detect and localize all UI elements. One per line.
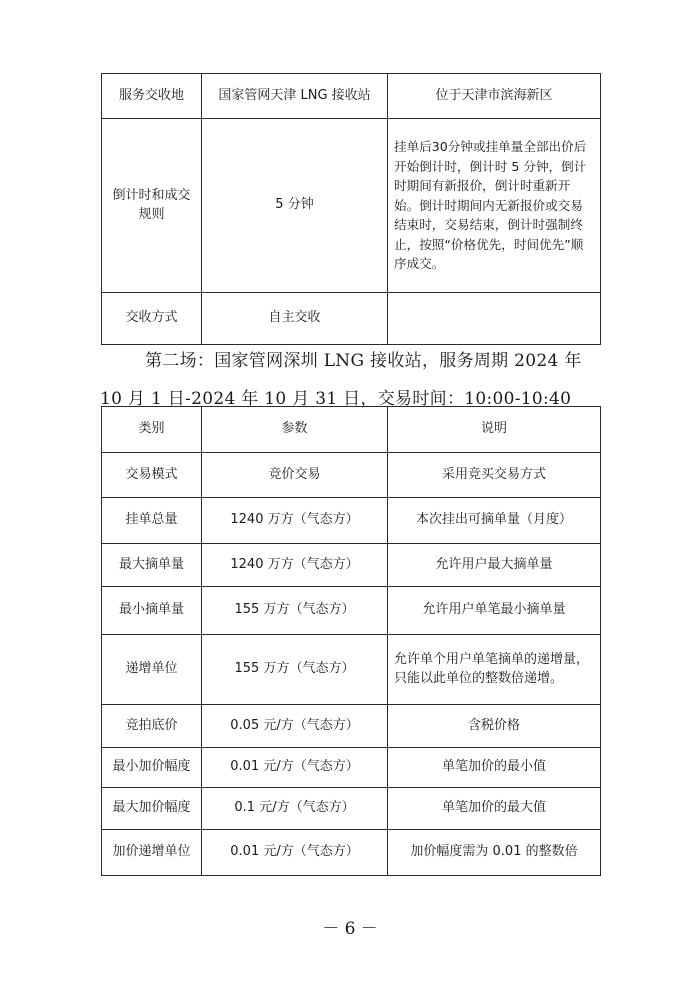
table-cell: 1240 万方（气态方） <box>202 544 388 587</box>
table-cell: 单笔加价的最小值 <box>388 748 601 788</box>
table-cell: 挂单后30分钟或挂单量全部出价后开始倒计时，倒计时 5 分钟，倒计时期间有新报价，倒计时重新开始。倒计时期间内无新报价或交易结束时，交易结束，倒计时强制终止，按照“价格优先，时间优先”顺序成交。 <box>388 119 601 293</box>
table-cell: 位于天津市滨海新区 <box>388 74 601 119</box>
table-cell: 递增单位 <box>102 635 202 705</box>
table-row <box>102 587 601 635</box>
table-cell: 最小加价幅度 <box>102 748 202 788</box>
table-cell: 含税价格 <box>388 705 601 748</box>
table-cell: 国家管网天津 LNG 接收站 <box>202 74 388 119</box>
settlement-rules-table <box>101 73 601 345</box>
table-cell: 0.01 元/方（气态方） <box>202 748 388 788</box>
table-cell: 最小摘单量 <box>102 587 202 635</box>
table-cell: 最大摘单量 <box>102 544 202 587</box>
table-cell: 竞价交易 <box>202 453 388 498</box>
table-row <box>102 788 601 830</box>
table-row <box>102 74 601 119</box>
table-cell: 1240 万方（气态方） <box>202 498 388 544</box>
table-row <box>102 705 601 748</box>
table-cell: 加价幅度需为 0.01 的整数倍 <box>388 830 601 876</box>
column-header: 类别 <box>102 407 202 453</box>
table-cell: 竞拍底价 <box>102 705 202 748</box>
table-header-row <box>102 407 601 453</box>
table-cell: 单笔加价的最大值 <box>388 788 601 830</box>
page-number: － 6 － <box>322 919 378 939</box>
table-row <box>102 453 601 498</box>
table-row <box>102 119 601 293</box>
table-cell: 挂单总量 <box>102 498 202 544</box>
table-cell: 0.05 元/方（气态方） <box>202 705 388 748</box>
table-cell: 倒计时和成交规则 <box>102 119 202 293</box>
table-row <box>102 544 601 587</box>
table-row <box>102 498 601 544</box>
table-cell: 加价递增单位 <box>102 830 202 876</box>
table-cell: 5 分钟 <box>202 119 388 293</box>
table-cell: 交收方式 <box>102 293 202 345</box>
table-cell: 0.1 元/方（气态方） <box>202 788 388 830</box>
table-row <box>102 830 601 876</box>
section-heading-line2: 10 月 1 日-2024 年 10 月 31 日，交易时间：10:00-10:40 <box>100 389 572 409</box>
table-cell: 允许单个用户单笔摘单的递增量，只能以此单位的整数倍递增。 <box>388 635 601 705</box>
table-cell: 0.01 元/方（气态方） <box>202 830 388 876</box>
table-cell: 采用竞买交易方式 <box>388 453 601 498</box>
section-heading-line1: 第二场：国家管网深圳 LNG 接收站，服务周期 2024 年 <box>145 351 582 371</box>
table-cell: 最大加价幅度 <box>102 788 202 830</box>
table-cell: 155 万方（气态方） <box>202 587 388 635</box>
table-row <box>102 635 601 705</box>
column-header: 说明 <box>388 407 601 453</box>
table-row <box>102 293 601 345</box>
table-cell: 本次挂出可摘单量（月度） <box>388 498 601 544</box>
trading-parameters-table <box>101 406 601 876</box>
table-cell: 服务交收地 <box>102 74 202 119</box>
table-cell: 自主交收 <box>202 293 388 345</box>
table-cell: 允许用户单笔最小摘单量 <box>388 587 601 635</box>
table-cell: 155 万方（气态方） <box>202 635 388 705</box>
table-cell: 允许用户最大摘单量 <box>388 544 601 587</box>
table-cell: 交易模式 <box>102 453 202 498</box>
table-row <box>102 748 601 788</box>
table-cell <box>388 293 601 345</box>
column-header: 参数 <box>202 407 388 453</box>
